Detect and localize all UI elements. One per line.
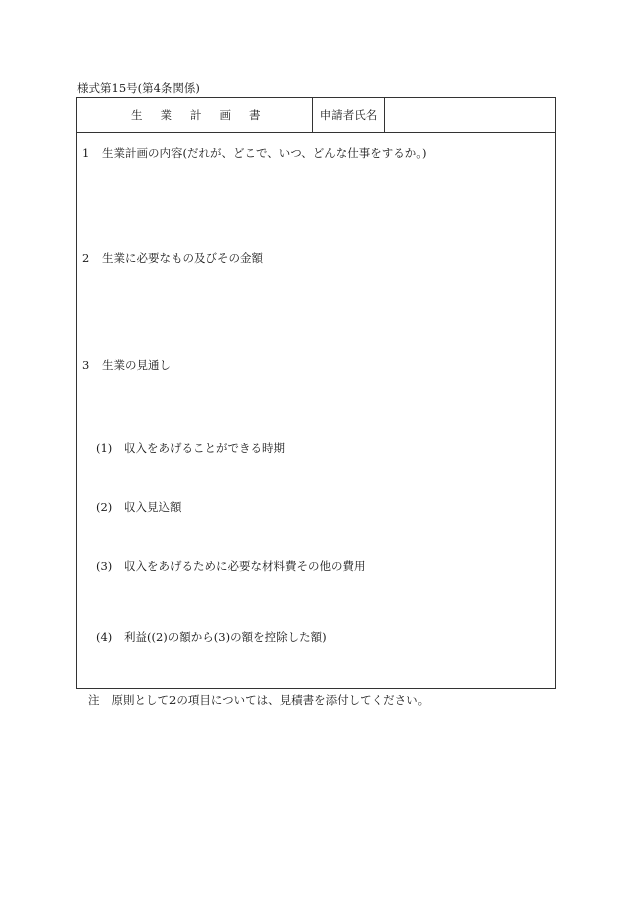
applicant-name-field[interactable]	[385, 98, 555, 133]
subitem-label: 利益((2)の額から(3)の額を控除した額)	[124, 630, 327, 644]
subitem-label: 収入見込額	[124, 500, 182, 514]
subitem-1	[96, 440, 285, 456]
document-title: 生業計画書	[131, 108, 279, 122]
subitem-4	[96, 629, 327, 645]
item-2	[82, 250, 263, 266]
item-label: 生業計画の内容(だれが、どこで、いつ、どんな仕事をするか。)	[102, 146, 427, 160]
subitem-number: (1)	[96, 441, 113, 455]
note-text: 原則として2の項目については、見積書を添付してください。	[111, 693, 430, 707]
form-number: 様式第15号(第4条関係)	[77, 81, 200, 95]
note-label: 注	[88, 693, 100, 707]
item-number: 2	[82, 251, 90, 265]
subitem-3	[96, 558, 366, 574]
subitem-number: (2)	[96, 500, 113, 514]
applicant-name-label: 申請者氏名	[312, 98, 385, 133]
subitem-2	[96, 499, 182, 515]
item-1	[82, 145, 427, 161]
item-number: 3	[82, 358, 90, 372]
footnote	[88, 692, 429, 708]
subitem-label: 収入をあげるために必要な材料費その他の費用	[124, 559, 366, 573]
item-3	[82, 357, 171, 373]
item-label: 生業の見通し	[102, 358, 171, 372]
subitem-label: 収入をあげることができる時期	[124, 441, 285, 455]
subitem-number: (4)	[96, 630, 113, 644]
plan-content-box	[76, 132, 556, 689]
subitem-number: (3)	[96, 559, 113, 573]
item-number: 1	[82, 146, 90, 160]
item-label: 生業に必要なもの及びその金額	[102, 251, 263, 265]
header-row	[76, 97, 556, 132]
